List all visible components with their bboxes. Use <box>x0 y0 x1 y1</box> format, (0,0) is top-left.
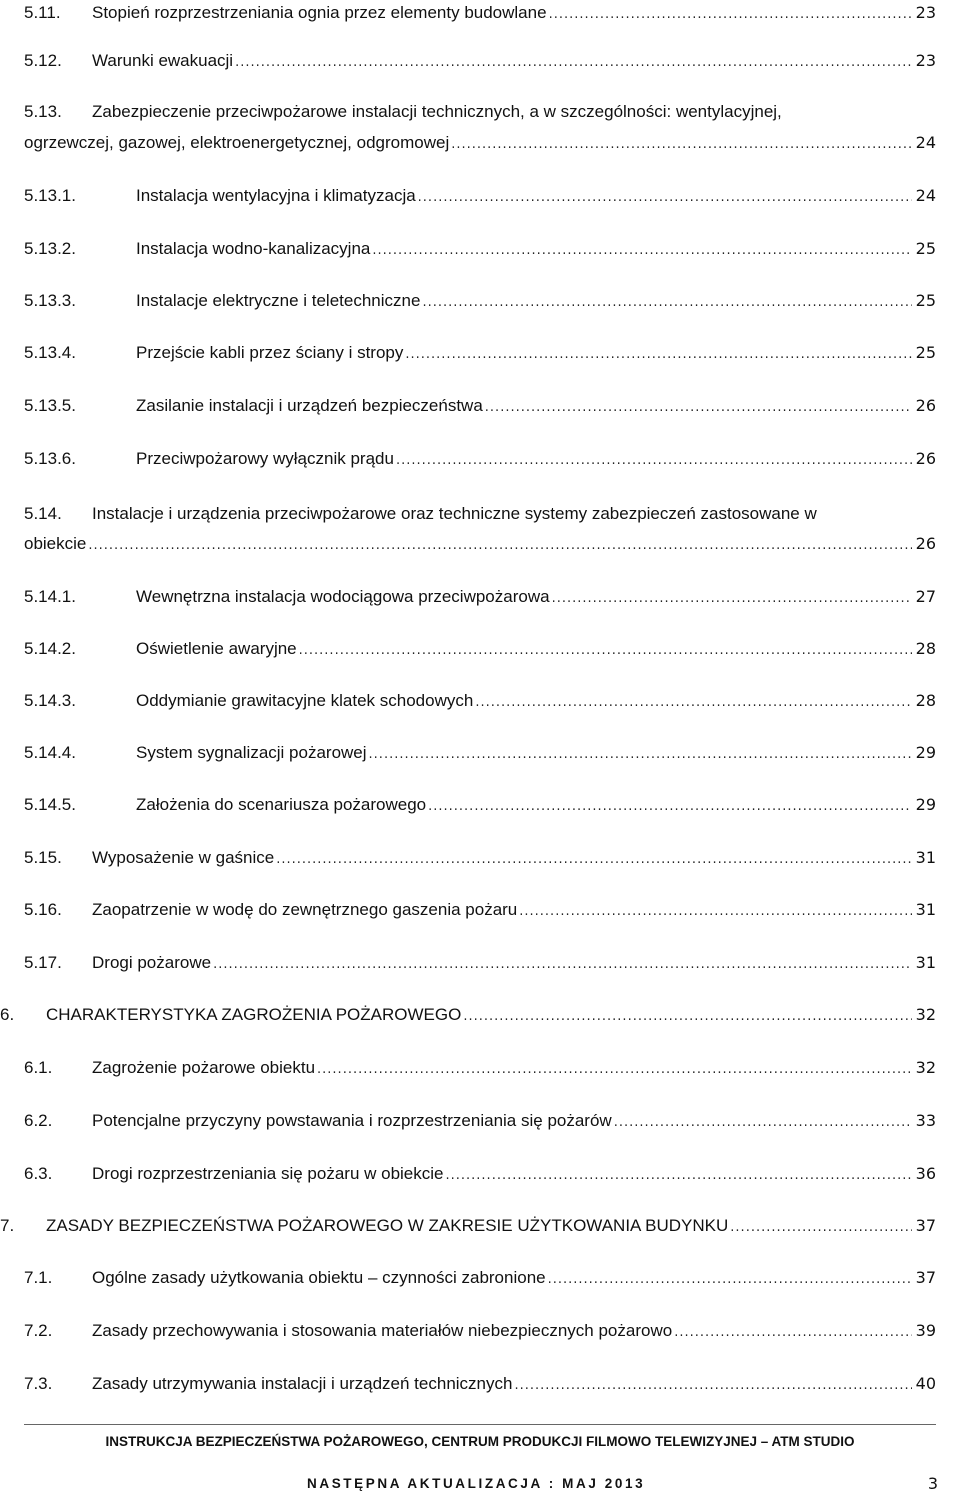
toc-entry-row[interactable] <box>24 130 936 158</box>
toc-entry-row[interactable] <box>136 740 936 768</box>
toc-entry-row[interactable] <box>136 393 936 421</box>
dot-leader <box>372 238 911 264</box>
toc-entry-title[interactable]: Instalacje i urządzenia przeciwpożarowe oraz techniczne systemy zabezpieczeń zastosowane w <box>92 504 817 523</box>
dot-leader <box>276 847 911 873</box>
toc-entry-row[interactable] <box>136 446 936 474</box>
toc-entry-page: 25 <box>915 291 936 310</box>
page-number: 3 <box>927 1474 938 1493</box>
toc-entry-title: Drogi rozprzestrzeniania się pożaru w obiekcie <box>92 1164 444 1183</box>
toc-entry-title: ZASADY BEZPIECZEŃSTWA POŻAROWEGO W ZAKRESIE UŻYTKOWANIA BUDYNKU <box>46 1216 729 1235</box>
toc-entry-number: 5.14.4. <box>24 743 76 762</box>
toc-entry-title: Drogi pożarowe <box>92 953 212 972</box>
dot-leader <box>405 342 911 368</box>
toc-entry-title: Oddymianie grawitacyjne klatek schodowych <box>136 691 474 710</box>
toc-entry-page: 23 <box>915 51 936 70</box>
toc-entry-title: Wewnętrzna instalacja wodociągowa przeciwpożarowa <box>136 587 550 606</box>
toc-entry-number: 5.13.6. <box>24 449 76 468</box>
toc-entry-row[interactable] <box>92 897 936 925</box>
toc-entry-number: 5.14.2. <box>24 639 76 658</box>
toc-entry-page: 27 <box>915 587 936 606</box>
toc-entry-title: Potencjalne przyczyny powstawania i rozprzestrzeniania się pożarów <box>92 1111 612 1130</box>
toc-entry-number: 5.13.3. <box>24 291 76 310</box>
toc-entry-number: 5.14.1. <box>24 587 76 606</box>
toc-entry-title: Oświetlenie awaryjne <box>136 639 297 658</box>
toc-entry-page: 32 <box>915 1005 936 1024</box>
toc-entry-title: Zasilanie instalacji i urządzeń bezpieczeństwa <box>136 396 483 415</box>
toc-entry-title-continuation: ogrzewczej, gazowej, elektroenergetycznej, odgromowej <box>24 133 450 152</box>
toc-entry-number: 5.13.1. <box>24 186 76 205</box>
toc-entry-number: 5.17. <box>24 953 62 972</box>
toc-entry-row[interactable] <box>136 183 936 211</box>
toc-entry-page: 29 <box>915 795 936 814</box>
toc-entry-title: Zasady utrzymywania instalacji i urządzeń technicznych <box>92 1374 513 1393</box>
toc-entry-row[interactable] <box>92 845 936 873</box>
dot-leader <box>88 533 911 559</box>
dot-leader <box>451 132 911 158</box>
toc-entry-number: 5.16. <box>24 900 62 919</box>
dot-leader <box>418 185 912 211</box>
toc-entry-row[interactable] <box>92 1371 936 1399</box>
toc-entry-row[interactable] <box>92 48 936 76</box>
toc-entry-row[interactable] <box>46 1213 936 1241</box>
toc-entry-number: 7. <box>0 1216 15 1235</box>
toc-entry-page: 24 <box>915 133 936 152</box>
toc-entry-title: Instalacja wentylacyjna i klimatyzacja <box>136 186 416 205</box>
toc-entry-page: 31 <box>915 953 936 972</box>
toc-entry-number: 6.3. <box>24 1164 53 1183</box>
toc-entry-page: 32 <box>915 1058 936 1077</box>
dot-leader <box>463 1004 911 1030</box>
toc-entry-row[interactable] <box>136 688 936 716</box>
toc-entry-page: 24 <box>915 186 936 205</box>
toc-entry-title: Zaopatrzenie w wodę do zewnętrznego gaszenia pożaru <box>92 900 518 919</box>
toc-entry-number: 6.2. <box>24 1111 53 1130</box>
toc-entry-number: 6. <box>0 1005 15 1024</box>
toc-entry-row[interactable] <box>136 584 936 612</box>
toc-entry-page: 37 <box>915 1268 936 1287</box>
toc-entry-row[interactable] <box>136 792 936 820</box>
dot-leader <box>730 1215 911 1241</box>
dot-leader <box>514 1373 911 1399</box>
toc-entry-number: 5.13.2. <box>24 239 76 258</box>
dot-leader <box>548 1267 912 1293</box>
toc-entry-title: System sygnalizacji pożarowej <box>136 743 367 762</box>
toc-entry-page: 28 <box>915 691 936 710</box>
dot-leader <box>549 2 912 28</box>
dot-leader <box>519 899 911 925</box>
toc-entry-title: Przejście kabli przez ściany i stropy <box>136 343 404 362</box>
toc-entry-page: 25 <box>915 239 936 258</box>
toc-entry-number: 7.3. <box>24 1374 53 1393</box>
toc-entry-number: 7.1. <box>24 1268 53 1287</box>
toc-entry-row[interactable] <box>92 1161 936 1189</box>
toc-entry-title: Zagrożenie pożarowe obiektu <box>92 1058 316 1077</box>
toc-entry-title: Założenia do scenariusza pożarowego <box>136 795 427 814</box>
toc-entry-number: 7.2. <box>24 1321 53 1340</box>
toc-entry-title: Przeciwpożarowy wyłącznik prądu <box>136 449 394 468</box>
toc-entry-page: 36 <box>915 1164 936 1183</box>
dot-leader <box>485 395 912 421</box>
dot-leader <box>213 952 912 978</box>
toc-entry-title: Stopień rozprzestrzeniania ognia przez elementy budowlane <box>92 3 547 22</box>
dot-leader <box>317 1057 912 1083</box>
footer-divider <box>24 1424 936 1425</box>
toc-entry-number: 5.13.5. <box>24 396 76 415</box>
footer-document-title: INSTRUKCJA BEZPIECZEŃSTWA POŻAROWEGO, CENTRUM PRODUKCJI FILMOWO TELEWIZYJNEJ – ATM STUDIO <box>105 1434 855 1449</box>
toc-entry-title-continuation: obiekcie <box>24 534 87 553</box>
dot-leader <box>396 448 912 474</box>
toc-entry-title: Instalacja wodno-kanalizacyjna <box>136 239 371 258</box>
toc-entry-page: 39 <box>915 1321 936 1340</box>
toc-entry-title[interactable]: Zabezpieczenie przeciwpożarowe instalacji technicznych, a w szczególności: wentylacyjnej, <box>92 102 782 121</box>
dot-leader <box>369 742 912 768</box>
toc-entry-number: 5.11. <box>24 3 61 22</box>
toc-entry-page: 28 <box>915 639 936 658</box>
toc-entry-row[interactable] <box>136 636 936 664</box>
toc-entry-page: 31 <box>915 848 936 867</box>
toc-entry-row[interactable] <box>92 1055 936 1083</box>
toc-entry-row[interactable] <box>46 1002 936 1030</box>
dot-leader <box>235 50 912 76</box>
toc-entry-row[interactable] <box>24 531 936 559</box>
toc-entry-page: 37 <box>915 1216 936 1235</box>
toc-entry-title: CHARAKTERYSTYKA ZAGROŻENIA POŻAROWEGO <box>46 1005 462 1024</box>
toc-entry-page: 26 <box>915 534 936 553</box>
toc-entry-number: 5.14. <box>24 504 62 523</box>
toc-entry-page: 40 <box>915 1374 936 1393</box>
toc-entry-number: 6.1. <box>24 1058 53 1077</box>
toc-entry-number: 5.13.4. <box>24 343 76 362</box>
toc-entry-row[interactable] <box>92 1318 936 1346</box>
toc-entry-number: 5.13. <box>24 102 62 121</box>
dot-leader <box>446 1163 912 1189</box>
dot-leader <box>475 690 911 716</box>
toc-entry-title: Ogólne zasady użytkowania obiektu – czynności zabronione <box>92 1268 546 1287</box>
toc-entry-row[interactable] <box>92 0 936 28</box>
toc-entry-title: Zasady przechowywania i stosowania materiałów niebezpiecznych pożarowo <box>92 1321 673 1340</box>
toc-entry-row[interactable] <box>92 1108 936 1136</box>
dot-leader <box>428 794 912 820</box>
dot-leader <box>299 638 912 664</box>
toc-entry-page: 26 <box>915 396 936 415</box>
toc-entry-row[interactable] <box>136 288 936 316</box>
toc-entry-page: 23 <box>915 3 936 22</box>
toc-entry-number: 5.12. <box>24 51 62 70</box>
toc-entry-title: Wyposażenie w gaśnice <box>92 848 275 867</box>
toc-entry-number: 5.15. <box>24 848 62 867</box>
toc-entry-row[interactable] <box>136 340 936 368</box>
toc-entry-row[interactable] <box>136 236 936 264</box>
dot-leader <box>552 586 912 612</box>
toc-entry-title: Instalacje elektryczne i teletechniczne <box>136 291 421 310</box>
toc-entry-page: 31 <box>915 900 936 919</box>
footer-update-note: NASTĘPNA AKTUALIZACJA : MAJ 2013 <box>307 1476 646 1491</box>
toc-entry-row[interactable] <box>92 950 936 978</box>
toc-entry-page: 26 <box>915 449 936 468</box>
toc-entry-row[interactable] <box>92 1265 936 1293</box>
dot-leader <box>422 290 911 316</box>
toc-entry-page: 25 <box>915 343 936 362</box>
toc-entry-number: 5.14.3. <box>24 691 76 710</box>
toc-entry-page: 29 <box>915 743 936 762</box>
dot-leader <box>674 1320 911 1346</box>
toc-entry-number: 5.14.5. <box>24 795 76 814</box>
toc-entry-page: 33 <box>915 1111 936 1130</box>
toc-entry-title: Warunki ewakuacji <box>92 51 234 70</box>
dot-leader <box>614 1110 912 1136</box>
